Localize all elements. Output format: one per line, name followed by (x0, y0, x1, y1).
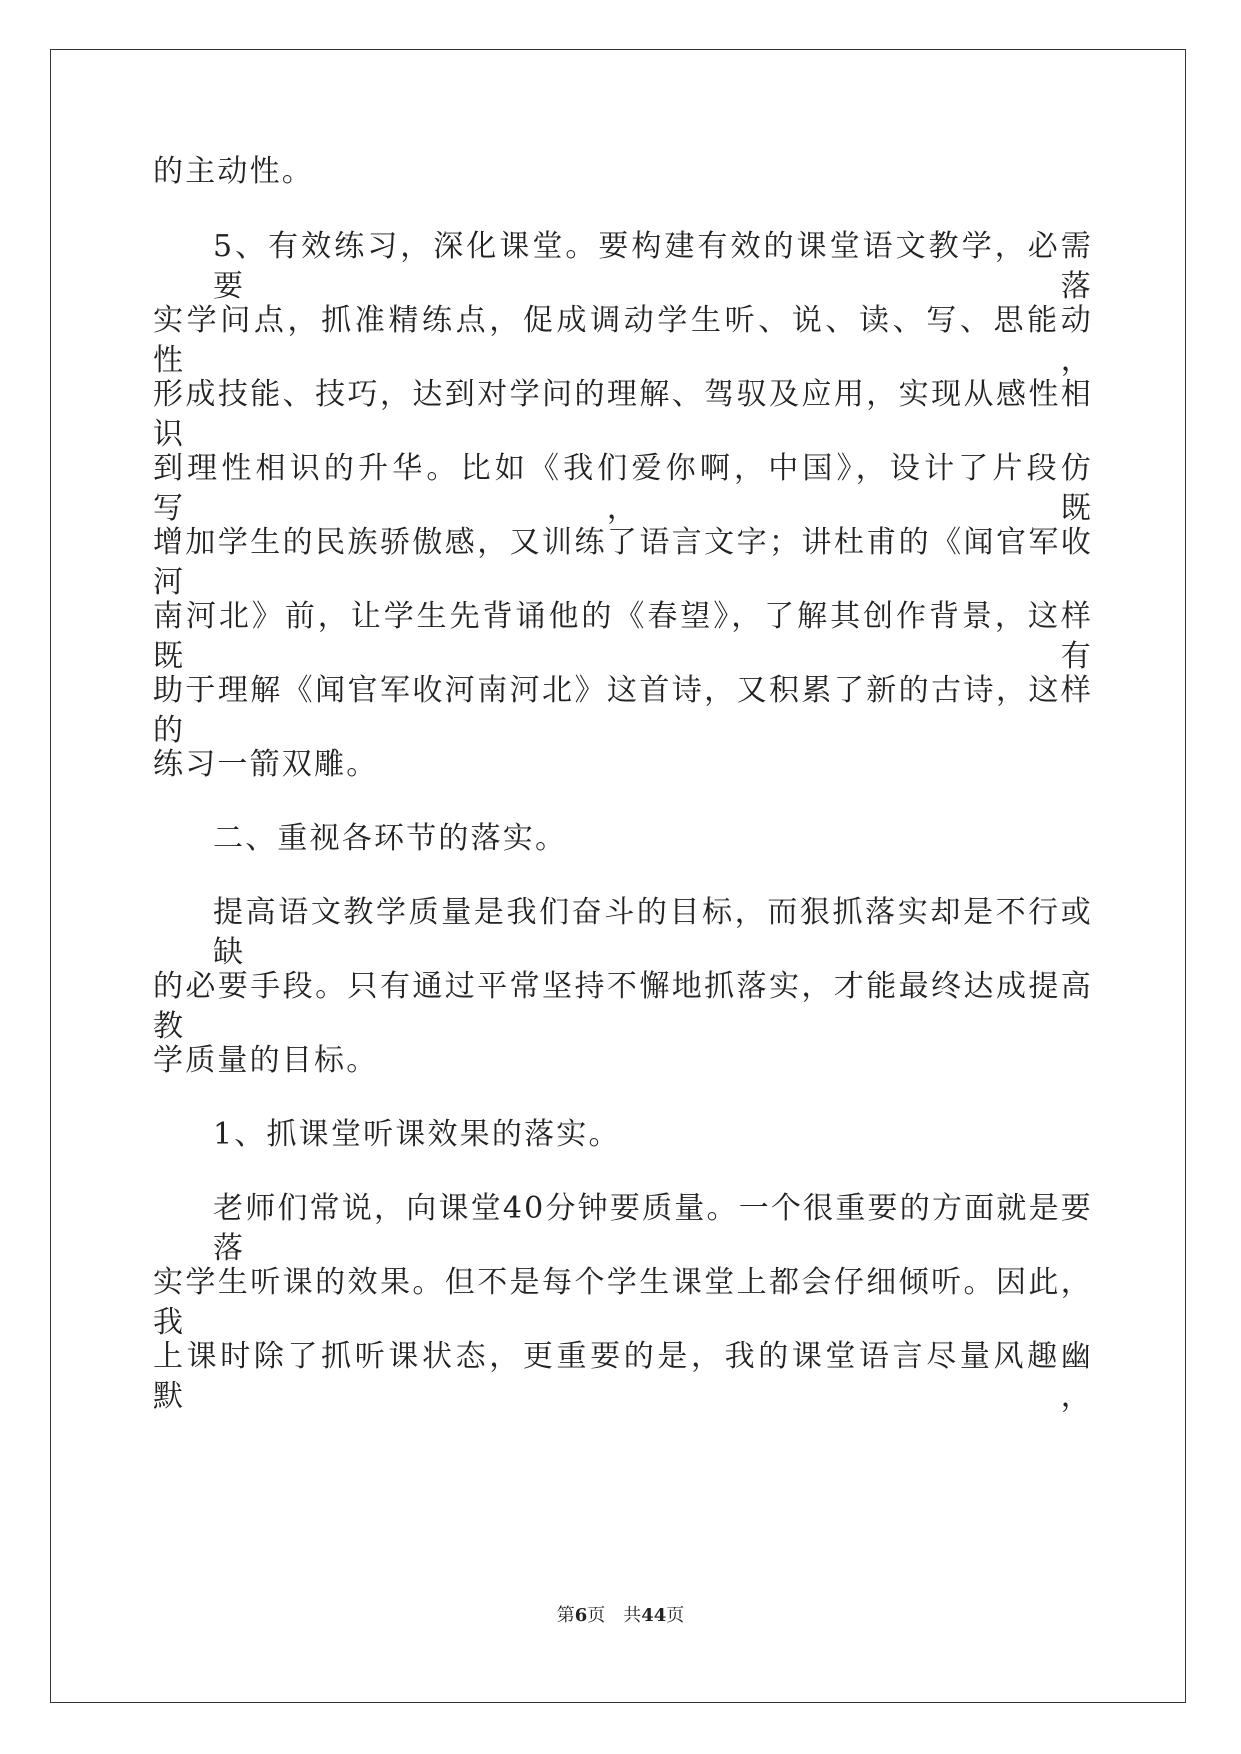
text-line: 助于理解《闻官军收河南河北》这首诗，又积累了新的古诗，这样的 (153, 673, 1093, 748)
text-line: 上课时除了抓听课状态，更重要的是，我的课堂语言尽量风趣幽默， (153, 1339, 1093, 1414)
page-suffix: 页 (587, 1605, 606, 1626)
subsection-heading: 1、抓课堂听课效果的落实。 (213, 1117, 621, 1152)
text-line: 的必要手段。只有通过平常坚持不懈地抓落实，才能最终达成提高教 (153, 969, 1093, 1044)
text-line: 形成技能、技巧，达到对学问的理解、驾驭及应用，实现从感性相识 (153, 377, 1093, 452)
text-line: 的主动性。 (153, 154, 314, 189)
text-line: 学质量的目标。 (153, 1043, 379, 1078)
text-line: 实学问点，抓准精练点，促成调动学生听、说、读、写、思能动性， (153, 303, 1093, 378)
page-footer (0, 1604, 1241, 1628)
total-suffix: 页 (666, 1605, 685, 1626)
page-number: 6 (574, 1605, 588, 1626)
text-line: 到理性相识的升华。比如《我们爱你啊，中国》，设计了片段仿写，既 (153, 451, 1093, 526)
text-line: 提高语文教学质量是我们奋斗的目标，而狠抓落实却是不行或缺 (213, 895, 1093, 970)
total-prefix: 共 (623, 1605, 642, 1626)
text-line: 老师们常说，向课堂40分钟要质量。一个很重要的方面就是要落 (213, 1191, 1093, 1266)
text-line: 练习一箭双雕。 (153, 747, 379, 782)
total-pages: 44 (641, 1605, 667, 1626)
text-line: 增加学生的民族骄傲感，又训练了语言文字；讲杜甫的《闻官军收河 (153, 525, 1093, 600)
section-heading: 二、重视各环节的落实。 (213, 821, 568, 856)
text-line: 5、有效练习，深化课堂。要构建有效的课堂语文教学，必需要落 (213, 229, 1093, 304)
page-prefix: 第 (556, 1605, 575, 1626)
text-line: 实学生听课的效果。但不是每个学生课堂上都会仔细倾听。因此，我 (153, 1265, 1093, 1340)
text-line: 南河北》前，让学生先背诵他的《春望》，了解其创作背景，这样既有 (153, 599, 1093, 674)
